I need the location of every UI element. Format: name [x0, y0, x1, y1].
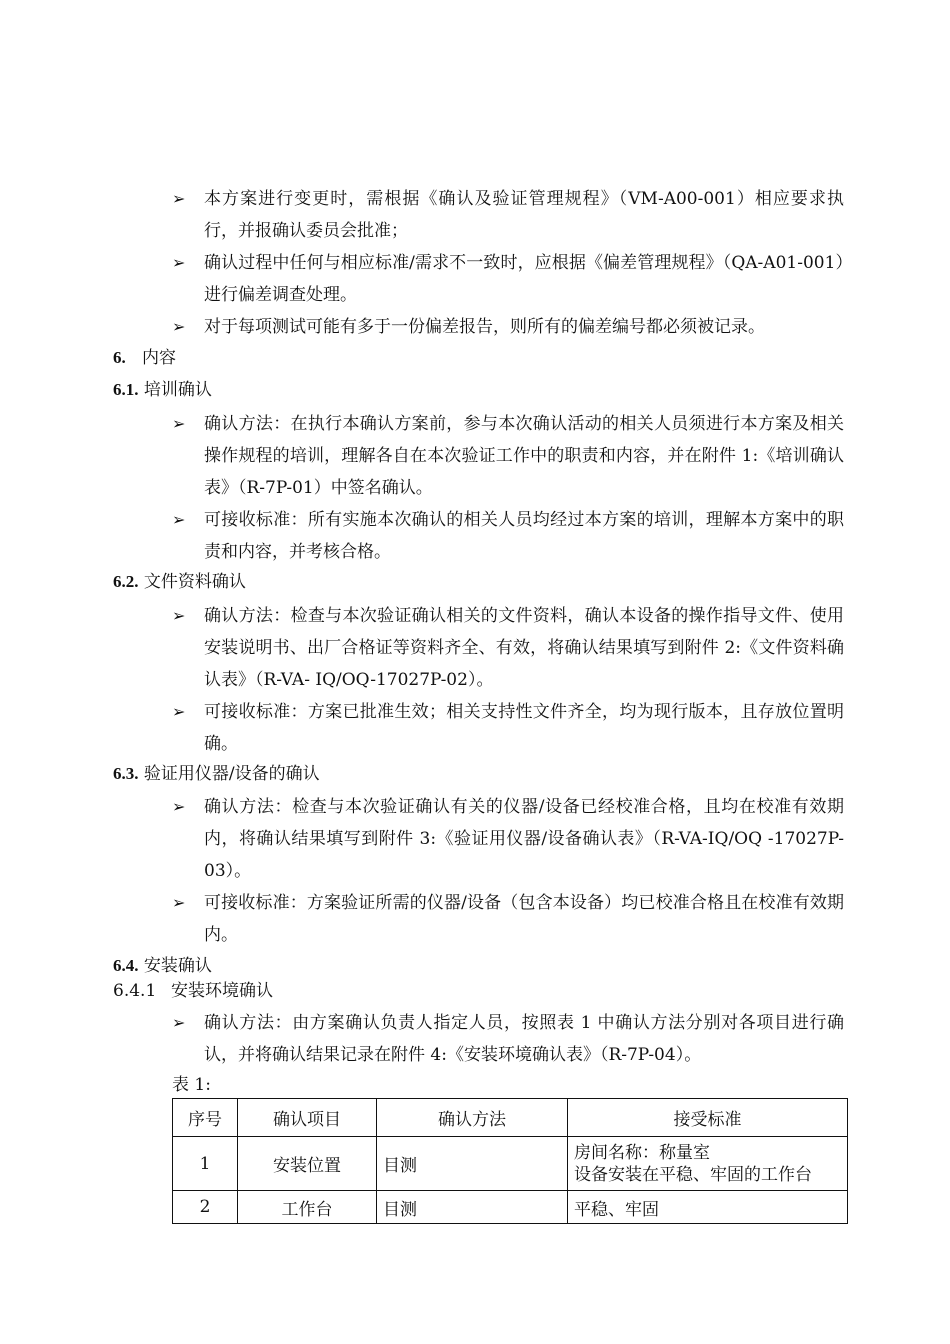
section-number: 6. [113, 348, 126, 367]
bullet-text: 可接收标准：方案验证所需的仪器/设备（包含本设备）均已校准合格且在校准有效期内。 [204, 893, 844, 945]
section-heading [113, 953, 212, 979]
cell-method: 目测 [377, 1137, 568, 1191]
cell-index: 1 [173, 1137, 238, 1191]
col-header-item: 确认项目 [238, 1099, 377, 1137]
arrowhead-bullet-icon: ➢ [172, 414, 186, 433]
bullet-item [172, 1007, 844, 1071]
arrowhead-bullet-icon: ➢ [172, 189, 186, 208]
section-number: 6.3. [113, 764, 139, 783]
criteria-line: 房间名称：称量室 [574, 1142, 710, 1163]
subsection-heading [113, 978, 273, 1004]
subsection-title: 安装环境确认 [171, 981, 273, 1001]
criteria-line: 设备安装在平稳、牢固的工作台 [574, 1164, 812, 1185]
bullet-item [172, 696, 844, 760]
bullet-item [172, 791, 844, 887]
arrowhead-bullet-icon: ➢ [172, 1013, 186, 1032]
section-title: 安装确认 [143, 956, 212, 976]
subsection-number: 6.4.1 [113, 981, 157, 1001]
bullet-text: 确认方法：在执行本确认方案前，参与本次确认活动的相关人员须进行本方案及相关操作规程的培训，理解各自在本次验证工作中的职责和内容，并在附件 1:《培训确认表》（R-7P-01）中签名确认。 [204, 414, 844, 498]
table-caption: 表 1: [172, 1075, 211, 1095]
arrowhead-bullet-icon: ➢ [172, 893, 186, 912]
cell-index: 2 [173, 1191, 238, 1224]
col-header-criteria: 接受标准 [568, 1099, 848, 1137]
table-header-row [173, 1099, 848, 1137]
section-title: 内容 [141, 348, 176, 368]
bullet-item [172, 311, 844, 343]
arrowhead-bullet-icon: ➢ [172, 606, 186, 625]
table-row [173, 1191, 848, 1224]
bullet-item [172, 183, 844, 247]
section-number: 6.1. [113, 380, 139, 399]
arrowhead-bullet-icon: ➢ [172, 702, 186, 721]
section-heading [113, 345, 176, 371]
bullet-item [172, 600, 844, 696]
col-header-index: 序号 [173, 1099, 238, 1137]
bullet-text: 确认方法：检查与本次验证确认相关的文件资料，确认本设备的操作指导文件、使用安装说明书、出厂合格证等资料齐全、有效，将确认结果填写到附件 2:《文件资料确认表》（R-VA- IQ/OQ-17027P-02）。 [204, 606, 844, 690]
bullet-text: 可接收标准：所有实施本次确认的相关人员均经过本方案的培训，理解本方案中的职责和内容，并考核合格。 [204, 510, 844, 562]
arrowhead-bullet-icon: ➢ [172, 253, 186, 272]
bullet-item [172, 408, 844, 504]
cell-criteria: 平稳、牢固 [568, 1191, 848, 1224]
bullet-item [172, 887, 844, 951]
arrowhead-bullet-icon: ➢ [172, 797, 186, 816]
arrowhead-bullet-icon: ➢ [172, 317, 186, 336]
section-heading [113, 377, 212, 403]
col-header-method: 确认方法 [377, 1099, 568, 1137]
bullet-item [172, 504, 844, 568]
section-title: 培训确认 [143, 380, 212, 400]
cell-item: 安装位置 [238, 1137, 377, 1191]
section-title: 文件资料确认 [143, 572, 246, 592]
section-number: 6.2. [113, 572, 139, 591]
bullet-text: 确认过程中任何与相应标准/需求不一致时，应根据《偏差管理规程》（QA-A01-001）进行偏差调查处理。 [204, 253, 844, 305]
cell-method: 目测 [377, 1191, 568, 1224]
acceptance-table [172, 1098, 848, 1224]
bullet-item [172, 247, 844, 311]
section-heading [113, 761, 320, 787]
section-heading [113, 569, 246, 595]
section-number: 6.4. [113, 956, 139, 975]
bullet-text: 本方案进行变更时，需根据《确认及验证管理规程》（VM-A00-001）相应要求执行，并报确认委员会批准； [204, 189, 844, 241]
bullet-text: 可接收标准：方案已批准生效；相关支持性文件齐全，均为现行版本，且存放位置明确。 [204, 702, 844, 754]
arrowhead-bullet-icon: ➢ [172, 510, 186, 529]
section-title: 验证用仪器/设备的确认 [143, 764, 320, 784]
bullet-text: 确认方法：检查与本次验证确认有关的仪器/设备已经校准合格，且均在校准有效期内，将确认结果填写到附件 3:《验证用仪器/设备确认表》（R-VA-IQ/OQ -17027P-03）。 [204, 797, 844, 881]
cell-criteria [568, 1137, 848, 1191]
cell-item: 工作台 [238, 1191, 377, 1224]
bullet-text: 确认方法：由方案确认负责人指定人员，按照表 1 中确认方法分别对各项目进行确认，并将确认结果记录在附件 4:《安装环境确认表》（R-7P-04）。 [204, 1013, 844, 1065]
table-row [173, 1137, 848, 1191]
bullet-text: 对于每项测试可能有多于一份偏差报告，则所有的偏差编号都必须被记录。 [204, 317, 765, 337]
